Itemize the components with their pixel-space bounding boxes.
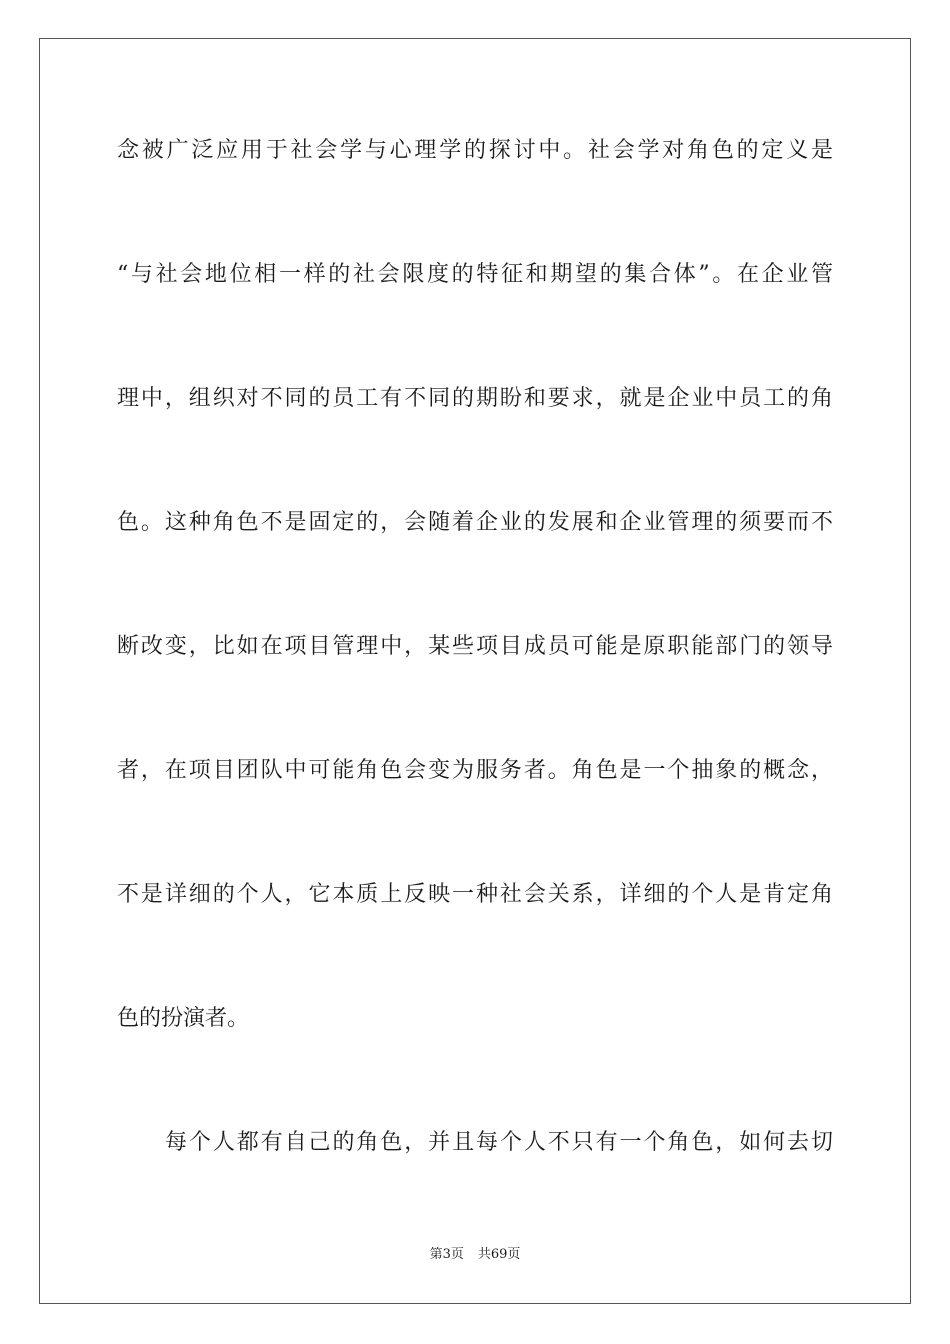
text-line-2: “与社会地位相一样的社会限度的特征和期望的集合体”。在企业管 [117,262,833,287]
page-border [39,38,911,1304]
text-line-9: 每个人都有自己的角色，并且每个人不只有一个角色，如何去切 [165,1130,833,1155]
page-footer [0,1246,950,1264]
text-line-8: 色的扮演者。 [117,1006,250,1031]
page-total: 共69页 [477,1247,521,1262]
text-line-1: 念被广泛应用于社会学与心理学的探讨中。社会学对角色的定义是 [117,138,833,163]
text-line-5: 断改变，比如在项目管理中，某些项目成员可能是原职能部门的领导 [117,634,833,659]
text-line-7: 不是详细的个人，它本质上反映一种社会关系，详细的个人是肯定角 [117,882,833,907]
text-line-3: 理中，组织对不同的员工有不同的期盼和要求，就是企业中员工的角 [117,386,833,411]
text-line-4: 色。这种角色不是固定的，会随着企业的发展和企业管理的须要而不 [117,510,833,535]
page-number: 第3页 [429,1247,464,1262]
text-line-6: 者，在项目团队中可能角色会变为服务者。角色是一个抽象的概念， [117,758,833,783]
